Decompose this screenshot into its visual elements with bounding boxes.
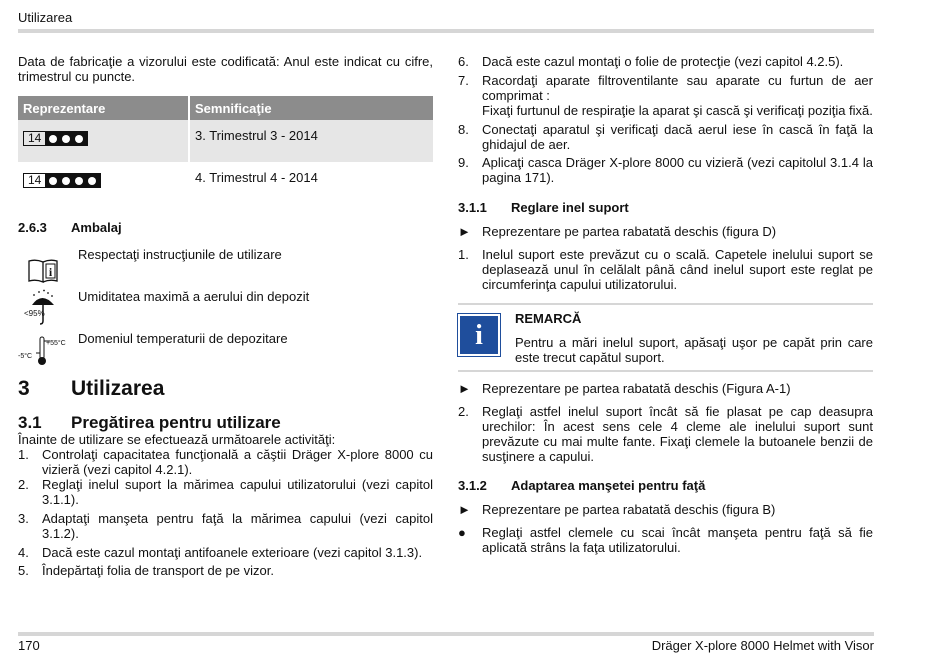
table-row bbox=[18, 162, 433, 204]
list-item: 5. Îndepărtaţi folia de transport de pe vizor. bbox=[18, 563, 274, 578]
list-item: ● Reglaţi astfel clemele cu scai încât manşeta pentru faţă să fie aplicată strâns la faţa utilizatorului. bbox=[458, 525, 873, 555]
section-heading-2-6-3: 2.6.3 Ambalaj bbox=[18, 220, 122, 235]
date-code-q4: 14 bbox=[23, 173, 101, 188]
dot-icon bbox=[62, 177, 70, 185]
chapter-heading-3: 3 Utilizarea bbox=[18, 377, 165, 400]
page-number: 170 bbox=[18, 638, 40, 653]
dot-icon bbox=[75, 177, 83, 185]
table-row bbox=[18, 120, 433, 162]
left-column bbox=[18, 54, 433, 578]
book-info-icon bbox=[18, 247, 78, 287]
umbrella-humidity-icon: <95% bbox=[18, 289, 78, 329]
meaning-cell: 4. Trimestrul 4 - 2014 bbox=[189, 162, 433, 204]
date-code-table bbox=[18, 96, 433, 204]
table-header-meaning: Semnificaţie bbox=[189, 96, 433, 120]
dot-icon bbox=[49, 135, 57, 143]
dot-icon bbox=[62, 135, 70, 143]
list-item: ► Reprezentare pe partea rabatată deschis (figura B) bbox=[458, 502, 776, 517]
list-item: 8. Conectaţi aparatul şi verificaţi dacă aerul iese în cască în faţă la ghidajul de aer. bbox=[458, 122, 873, 152]
dot-icon bbox=[88, 177, 96, 185]
list-item: 6. Dacă este cazul montaţi o folie de protecţie (vezi capitol 4.2.5). bbox=[458, 54, 844, 69]
info-icon: i bbox=[458, 314, 500, 356]
list-item: ► Reprezentare pe partea rabatată deschis (Figura A-1) bbox=[458, 381, 791, 396]
running-header: Utilizarea bbox=[18, 10, 73, 25]
remark-text: Pentru a mări inelul suport, apăsaţi uşor pe capăt prin care este trecut capătul suport. bbox=[515, 335, 873, 365]
remark-note bbox=[458, 303, 873, 372]
svg-text:i: i bbox=[48, 265, 53, 279]
list-item: 2. Reglaţi astfel inelul suport încât să fie plasat pe cap deasupra urechilor: În acest sens cele 4 cleme ale inelului suport sunt prevăzute cu mai multe fante. Fixaţi clemele la butoanele benzii de susţinere a capului. bbox=[458, 404, 873, 464]
footer-product: Dräger X-plore 8000 Helmet with Visor bbox=[651, 638, 874, 653]
symbol-row: -5°C +55°C Domeniul temperaturii de depozitare bbox=[18, 331, 433, 371]
list-item: 3. Adaptaţi manşeta pentru faţă la mărimea capului (vezi capitol 3.1.2). bbox=[18, 511, 433, 541]
list-item: 2. Reglaţi inelul suport la mărimea capului utilizatorului (vezi capitol 3.1.1). bbox=[18, 477, 433, 507]
list-item: 1. Controlaţi capacitatea funcţională a căştii Dräger X-plore 8000 cu vizieră (vezi capitol 4.2.1). bbox=[18, 447, 433, 477]
date-code-intro: Data de fabricaţie a vizorului este codificată: Anul este indicat cu cifre, trimestrul cu puncte. bbox=[18, 54, 433, 84]
list-item: 7. Racordaţi aparate filtroventilante sau aparate cu furtun de aer comprimat : Fixaţi furtunul de respiraţie la aparat şi cască şi verificaţi poziţia fixă. bbox=[458, 73, 873, 118]
table-header-representation: Reprezentare bbox=[18, 96, 189, 120]
list-item: 1. Inelul suport este prevăzut cu o scală. Capetele inelului suport se deplasează unul în celălalt până când inelul suport este reglat pe circumferinţa capului utilizatorului. bbox=[458, 247, 873, 292]
section-heading-3-1-1: 3.1.1 Reglare inel suport bbox=[458, 200, 629, 215]
dot-icon bbox=[49, 177, 57, 185]
list-item: ► Reprezentare pe partea rabatată deschis (figura D) bbox=[458, 224, 777, 239]
date-code-q3: 14 bbox=[23, 131, 88, 146]
list-item: 9. Aplicaţi casca Dräger X-plore 8000 cu vizieră (vezi capitolul 3.1.4 la pagina 171). bbox=[458, 155, 873, 185]
section-heading-3-1: 3.1 Pregătirea pentru utilizare bbox=[18, 413, 281, 432]
symbol-row: i Respectaţi instrucţiunile de utilizare bbox=[18, 247, 433, 287]
symbol-row: <95% Umiditatea maximă a aerului din depozit bbox=[18, 289, 433, 329]
footer-rule bbox=[18, 632, 874, 636]
thermometer-icon: -5°C +55°C bbox=[18, 331, 78, 371]
remark-title: REMARCĂ bbox=[515, 311, 582, 326]
preparation-steps bbox=[18, 447, 433, 578]
right-column bbox=[458, 54, 873, 555]
dot-icon bbox=[75, 135, 83, 143]
list-item: 4. Dacă este cazul montaţi antifoanele exterioare (vezi capitol 3.1.3). bbox=[18, 545, 423, 560]
section-heading-3-1-2: 3.1.2 Adaptarea manşetei pentru faţă bbox=[458, 478, 706, 493]
preparation-intro: Înainte de utilizare se efectuează următoarele activităţi: bbox=[18, 432, 336, 447]
meaning-cell: 3. Trimestrul 3 - 2014 bbox=[189, 120, 433, 162]
header-rule bbox=[18, 29, 874, 33]
